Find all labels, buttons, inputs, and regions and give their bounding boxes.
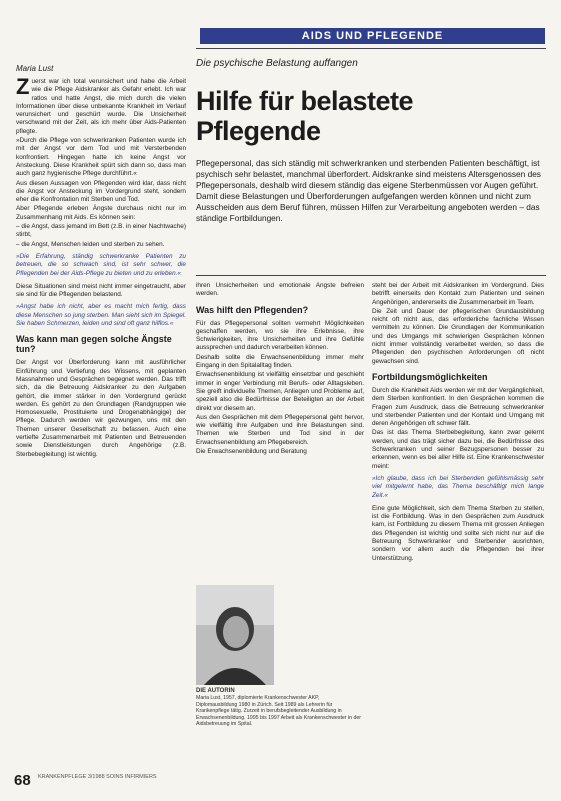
pull-quote: »Angst habe ich nicht, aber es macht mich fertig, dass diese Menschen so jung sterben. Man sieht sich im Spiegel. Sie haben Schmerzen, leiden und sind oft ganz hilflos.« (16, 303, 186, 328)
portrait-photo-icon (196, 585, 274, 685)
drop-cap: Z (16, 78, 30, 99)
pull-quote: »Ich glaube, dass ich bei Sterbenden gefühlsmässig sehr viel mitgelernt habe, das Thema beschäftigt mich lange Zeit.« (372, 474, 544, 499)
caption-title: DIE AUTORIN (196, 688, 235, 694)
caption-text: Maria Lust, 1957, diplomierte Krankenschwester AKP, Diplomausbildung 1980 in Zürich. Seit 1989 als Lehrerin für Krankenpflege tätig. Zurzeit in berufsbegleitender Ausbildung in Erwachsenenbildung. 1995 bis 1997 Arbeit als Krankenschwester in der Aidsbetreuung im Spital. (196, 695, 361, 728)
paragraph: Erwachsenenbildung ist vielfältig einsetzbar und geschieht immer in enger Verbindung mit Berufs- oder Alltagsleben. Sie greift individuelle Themen, Anliegen und Probleme auf, speziell also die Bedürfnisse der Beteiligten an der Arbeit direkt vor diesem an. (196, 371, 364, 412)
section-banner: AIDS UND PFLEGENDE (200, 28, 545, 44)
author-caption (196, 688, 361, 727)
paragraph: ihren Unsicherheiten und emotionale Ängste befreien werden. (196, 282, 364, 298)
header-rule (196, 48, 546, 49)
paragraph: Aus den Gesprächen mit dem Pflegepersonal geht hervor, wie vielfältig ihre Aufgaben und ihre Belastungen sind. Themen wie Sterben und Tod sind in der Erwachsenenbildung am Pflegebereich. (196, 413, 364, 446)
paragraph: »Durch die Pflege von schwerkranken Patienten wurde ich mit der Angst vor dem Tod und mit Versterbenden konfrontiert. Hingegen hatte ich keine Angst vor Ansteckung. Diese Krankheit spürt sich dann so, dass man auch ganz hygienische Pflege durchführt.« (16, 137, 186, 178)
list-item: – die Angst, dass jemand im Bett (z.B. in einer Nachtwache) stirbt, (16, 223, 186, 239)
page-footer: KRANKENPFLEGE 3/1988 SOINS INFIRMIERS (38, 774, 157, 780)
paragraph (16, 78, 186, 136)
subheading: Was hilft den Pflegenden? (196, 304, 309, 315)
list-item: – die Angst, Menschen leiden und sterben zu sehen. (16, 240, 165, 248)
paragraph: steht bei der Arbeit mit Aidskranken im Vordergrund. Dies betrifft einerseits den Kontakt zum Patienten und seinen Angehörigen, andererseits die Zusammenarbeit im Team. (372, 282, 544, 306)
subheading: Fortbildungsmöglichkeiten (372, 371, 488, 382)
paragraph-text: uerst war ich total verunsichert und habe die Arbeit wie die Pflege Aidskranker als Gefahr erlebt. Ich war ratlos und hatte Angst, die mich durch die vielen Informationen über diese unbekannte Krankheit im Verlauf verunsichert und geschürt wurde. Die Unsicherheit verschwand mit der Zeit, als ich mehr über Aids-Patienten pflegte. (16, 78, 186, 135)
paragraph: Diese Situationen sind meist nicht immer eingetraucht, aber sie sind für die Pflegenden belastend. (16, 282, 186, 299)
paragraph: Die Zeit und Dauer der pflegerischen Grundausbildung reicht oft nicht aus, das erforderliche fachliche Wissen vermitteln zu können. Die Grundlagen der Kommunikation und des Umgangs mit schwierigen Gesprächen können nicht immer vollständig verarbeitet werden, so dass die Pflegenden den psychischen Anforderungen oft nicht gewachsen sind. (372, 307, 544, 365)
paragraph: Deshalb sollte die Erwachsenenbildung immer mehr Eingang in den Spitalalltag finden. (196, 353, 364, 370)
author-photo (196, 585, 274, 685)
paragraph: Das ist das Thema Sterbebegleitung, kann zwar gelernt werden, und das trägt sicher dazu bei, die Bedürfnisse des Schwerkranken und seiner Bezugspersonen besser zu erkennen, wenn es bei aller Hilfe ist. Eine Krankenschwester meint: (372, 429, 544, 470)
paragraph: Eine gute Möglichkeit, sich dem Thema Sterben zu stellen, ist die Fortbildung. Was in den Gesprächen zum Ausdruck kam, ist Fortbildung zu diesem Thema mit grossen Anliegen des Pflegenden ist wichtig und sollte sich nicht nur auf die Betreuung Schwerkranker und Sterbender ausrichten, sondern vor allem auch die Pflegenden bei ihrer Unterstützung. (372, 504, 544, 562)
paragraph: Aus diesen Aussagen von Pflegenden wird klar, dass nicht die Angst vor Ansteckung im Vordergrund steht, sondern eher die Konfrontation mit Sterben und Tod. (16, 179, 186, 204)
paragraph: Aber Pflegende erleben Ängste durchaus nicht nur im Zusammenhang mit Aids. Es können sein: (16, 205, 186, 221)
kicker: Die psychische Belastung auffangen (196, 58, 358, 69)
author-name: Maria Lust (16, 64, 54, 73)
lead-rule (196, 275, 546, 276)
page-number: 68 (14, 772, 31, 789)
paragraph: Durch die Krankheit Aids werden wir mit der Vergänglichkeit, dem Sterben konfrontiert. In den Gesprächen kommen die Fragen zum Ausdruck, dass die Betreuung schwerkranker und sterbender Patienten und der Kontakt und Umgang mit deren Angehörigen oft schwer fällt. (372, 386, 544, 428)
lead-paragraph: Pflegepersonal, das sich ständig mit schwerkranken und sterbenden Patienten beschäftigt, ist psychisch sehr belastet, manchmal überfordert. Aidskranke sind meistens Altersgenossen des Pflegepersonals, deshalb wird diesem ständig das eigene Sterbenmüssen vor Augen geführt. Damit diese Belastungen und Überforderungen aufgefangen werden können und nicht zum Ausscheiden aus dem Beruf führen, müssen Hilfen zur Verarbeitung angeboten werden – das ständige Fortbildungen. (196, 158, 541, 224)
paragraph: Die Erwachsenenbildung und Beratung (196, 448, 307, 456)
pull-quote: »Die Erfahrung, ständig schwerkranke Patienten zu betreuen, die so schwach sind, ist sehr schwer, die Pflegenden bei der Aids-Pflege zu bieten und zu erleben.« (16, 252, 186, 277)
headline: Hilfe für belastete Pflegende (196, 86, 414, 146)
column-2 (196, 282, 364, 572)
paragraph: Für das Pflegepersonal sollten vermehrt Möglichkeiten geschaffen werden, wo sie ihre Erlebnisse, ihre Schwierigkeiten, ihre Unsicherheiten und ihre Gefühle aussprechen und dadurch verarbeiten können. (196, 319, 364, 352)
column-1 (16, 78, 186, 770)
column-3 (372, 282, 544, 780)
paragraph: Der Angst vor Überforderung kann mit ausführlicher Einführung und Vertiefung des Wissens, mit geplanten Massnahmen und Gesprächen begegnet werden. Das trifft sich, da die Betreuung Aidskranker zu den Aufgaben gehört, die immer stärker in den Vordergrund gerückt werden. Es gehört zu den Grundlagen (Randgruppen wie Homosexuelle, Prostituierte und Drogenabhängige) der Pflege. Dadurch werden wir gezwungen, uns mit den Themen unserer Gesellschaft zu befassen. Auch eine vertiefte Zusammenarbeit mit Patienten und Betreuenden sowie Dienstleistungen durch Angehörige (z.B. Sterbebegleitung) ist wichtig. (16, 359, 186, 458)
subheading: Was kann man gegen solche Ängste tun? (16, 334, 172, 355)
